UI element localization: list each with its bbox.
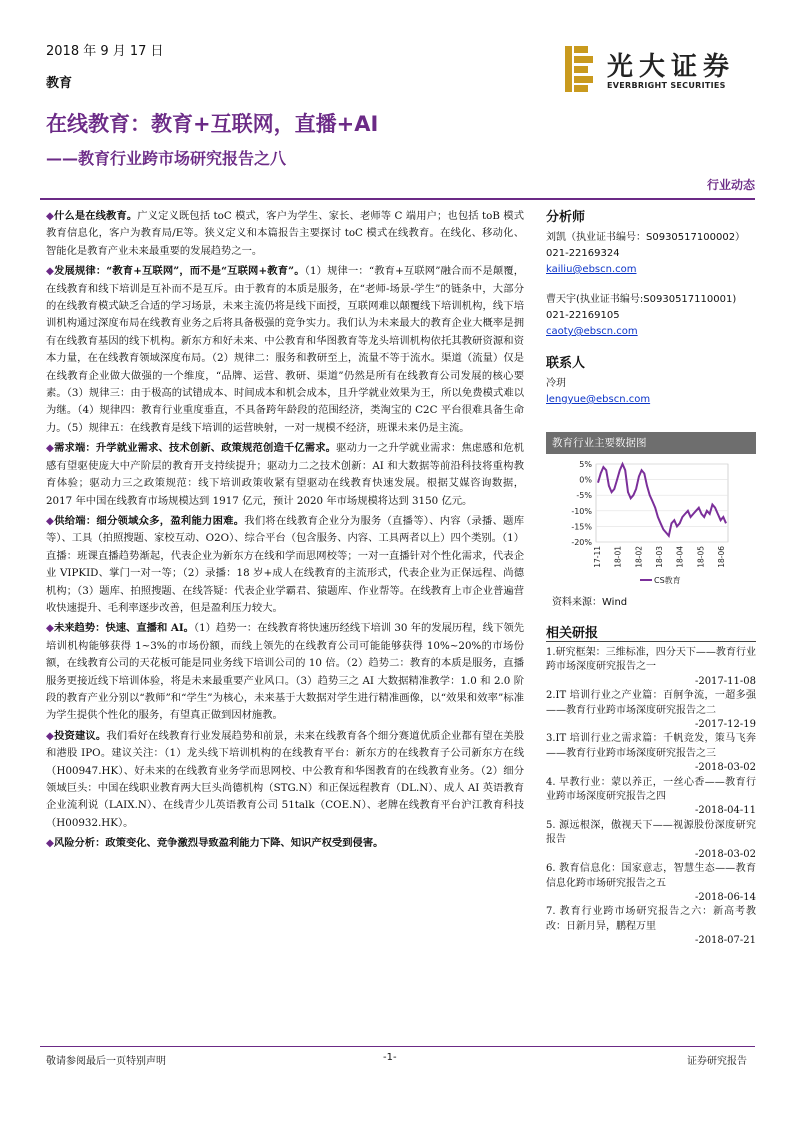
related-report-date: -2018-03-02 (694, 848, 756, 860)
paragraph-supply (46, 513, 524, 617)
chart-x-tick-label: 18-03 (655, 546, 664, 568)
analyst-name: 曹天宇(执业证书编号:S0930517110001) (546, 294, 737, 305)
analyst-phone: 021-22169105 (546, 310, 620, 321)
chart-x-tick-label: 18-06 (717, 546, 726, 568)
related-report-link[interactable]: 6. 教育信息化：国家意志，智慧生态——教育信息化跨市场研究报告之五 (546, 863, 756, 889)
chart-frame (596, 464, 728, 542)
related-report-link[interactable]: 5. 源远根深，傲视天下——视源股份深度研究报告 (546, 819, 756, 846)
related-report-link[interactable]: 4. 早教行业：蒙以养正，一丝心香——教育行业跨市场深度研究报告之四 (546, 776, 756, 803)
chart-x-tick-label: 18-02 (634, 546, 644, 568)
related-report-date: -2017-11-08 (694, 675, 756, 687)
paragraph-lead: 什么是在线教育。 (54, 210, 138, 222)
main-content (46, 208, 524, 856)
paragraph-lead: 需求端：升学就业需求、技术创新、政策规范创造千亿需求。 (54, 442, 337, 455)
related-report-date: -2018-04-11 (694, 805, 756, 817)
analyst-email-link[interactable]: caoty@ebscn.com (546, 326, 638, 337)
chart-y-tick-label: -20% (571, 538, 592, 547)
header-divider (40, 198, 755, 200)
chart-y-tick-label: 5% (579, 460, 592, 469)
related-divider (546, 641, 756, 642)
footer-report-type: 证券研究报告 (687, 1056, 747, 1067)
chart-x-tick-label: 18-01 (613, 546, 623, 568)
logo-chinese-name: 光大证券 (607, 52, 736, 82)
chart-series-line (598, 464, 726, 536)
related-report-date: -2018-06-14 (694, 891, 756, 903)
footer-disclaimer: 敬请参阅最后一页特别声明 (46, 1056, 166, 1067)
paragraph-lead: 未来趋势：快速、直播和 AI。 (53, 622, 194, 635)
chart-x-tick-label: 18-05 (696, 546, 706, 568)
paragraph-text: 我们看好在线教育行业发展趋势和前景，未来在线教育各个细分赛道优质企业都有望在美股和港股 IPO。建议关注：（1）龙头线下培训机构的在线教育平台：新东方的在线教育子公司新东方在线（H00947.HK）、好未来的在线教育业务学而思网校、中公教育和华图教育的在线教育业务。（2）细分领域巨头：中国在线职业教育两大巨头尚德机构（STG.N）和正保远程教育（DL.N）、成人 AI 英语教育企业流利说（LAIX.N）、在线青少儿英语教育公司 51talk（COE.N）、老牌在线教育平台沪江教育科技（H00932.HK）。 (46, 729, 525, 829)
paragraph-lead: 供给端：细分领域众多，盈利能力困难。 (54, 514, 245, 527)
paragraph-demand (46, 440, 524, 510)
paragraph-definition (46, 208, 524, 260)
chart-title: 教育行业主要数据图 (546, 432, 756, 454)
paragraph-text: （1）趋势一：在线教育将快速历经线下培训 30 年的发展历程，线下领先培训机构能够获得 1~3%的市场份额，而线上领先的在线教育公司可能能够获得 10%~20%的市场份额，在线教育公司的天花板可能是同业务线下培训公司的 10 倍。（2）趋势二：教育的本质是服务，直播服务更接近线下培训体验，将是未来最重要产业风口。（3）趋势三之 AI 大数据精准教学：1.0 和 2.0 阶段的教育产业分别以“教师”和“学生”为核心，未来基于大数据对学生进行精准画像，以“效果和效率”标准为学生提供个性化的服务，有望真正做到因材施教。 (46, 622, 524, 722)
paragraph-lead: 发展规律：“教育+互联网”，而不是“互联网+教育”。 (54, 265, 305, 278)
related-reports-heading: 相关研报 (546, 626, 599, 641)
chart-y-tick-label: 0% (579, 475, 592, 485)
paragraph-trends (46, 620, 524, 724)
chart-y-tick-label: -5% (576, 491, 592, 501)
report-subtitle: ——教育行业跨市场研究报告之八 (46, 149, 287, 168)
paragraph-risk (46, 835, 524, 852)
paragraph-text: （1）规律一：“教育+互联网”融合而不是颠覆，在线教育和线下培训是互补而不是互斥。由于教育的本质是服务，在“老师-场景-学生”的链条中，大部分的在线教育模式缺乏合适的学习场景，未来主流仍将是线下面授，互联网难以颠覆线下培训机构，线下培训机构通过深度布局在线教育业务之后将具备极强的竞争实力。我们认为未来最大的教育企业大概率是拥有在线教育基因的线下机构。新东方和好未来、中公教育和华图教育等龙头培训机构依托其教研资源和资本力量，在在线教育领域深度布局。（2）规律二：服务和教研至上，流量不等于流水。渠道（流量）仅是在线教育企业做大做强的一个维度，“品牌、运营、教研、渠道”仍然是所有在线教育公司发展的核心要素。（3）规律三：由于极高的试错成本、时间成本和机会成本，且升学就业效果为王，所以免费模式难以为继。（4）规律四：教育行业重度垂直，不具备跨年龄段的范围经济，类淘宝的 C2C 平台很难具备生命力。（5）规律五：在线教育是线下培训的运营映射，一对一规模不经济，班课未来仍是主流。 (46, 265, 524, 434)
analyst-phone: 021-22169324 (546, 248, 620, 259)
chart-y-tick-label: -15% (571, 522, 592, 532)
analyst-email-link[interactable]: kailiu@ebscn.com (546, 264, 637, 275)
analyst-panel (546, 208, 756, 408)
contact-email-link[interactable]: lengyue@ebscn.com (546, 394, 651, 405)
related-report-date: -2017-12-19 (694, 719, 756, 731)
paragraph-text: 我们将在线教育企业分为服务（直播等）、内容（录播、题库等）、工具（拍照搜题、家校互动、O2O）、综合平台（包含服务、内容、工具两者以上）四个类别。（1）直播：班课直播趋势渐起，代表企业为新东方在线和学而思网校等；一对一直播针对个性化需求，代表企业 VIPKID、掌门一对一等；（2）录播：18 岁+成人在线教育的主流形式，代表企业为正保远程、尚德机构；（3）题库、拍照搜题、在线答疑：代表企业学霸君、猿题库、作业帮等。在线教育上市企业普遍营收快速提升、毛利率逐步改善，但是盈利压力较大。 (46, 514, 524, 614)
everbright-logo (565, 46, 765, 96)
bullet-diamond-icon: ◆ (46, 265, 55, 278)
everbright-logo-mark-icon (565, 46, 595, 92)
chart-legend-label: CS教育 (654, 576, 681, 585)
chart-x-tick-label: 17-11 (593, 546, 602, 568)
paragraph-lead: 投资建议。 (54, 729, 107, 742)
related-report-link[interactable]: 7. 教育行业跨市场研究报告之六：新高考教改：日新月异，鹏程万里 (546, 906, 756, 932)
logo-english-name: EVERBRIGHT SECURITIES (607, 81, 726, 90)
paragraph-lead: 风险分析：政策变化、竞争激烈导致盈利能力下降、知识产权受到侵害。 (53, 837, 384, 850)
contact-name: 冷玥 (546, 378, 566, 389)
related-report-link[interactable]: 2.IT 培训行业之产业篇：百舸争流，一超多强——教育行业跨市场深度研究报告之二 (546, 690, 756, 716)
related-report-date: -2018-03-02 (694, 762, 756, 774)
report-type-tag: 行业动态 (706, 178, 755, 192)
analyst-heading: 分析师 (546, 210, 586, 225)
report-title: 在线教育：教育+互联网，直播+AI (46, 112, 379, 136)
chart-y-tick-label: -10% (571, 506, 592, 516)
bullet-diamond-icon: ◆ (46, 622, 54, 635)
bullet-diamond-icon: ◆ (46, 729, 55, 742)
page-number: -1- (383, 1052, 397, 1063)
chart-x-tick-label: 18-04 (675, 546, 685, 568)
bullet-diamond-icon: ◆ (46, 210, 55, 222)
paragraph-investment (46, 728, 524, 832)
analyst-name: 刘凯（执业证书编号：S0930517100002） (546, 232, 746, 243)
footer-divider (40, 1046, 755, 1047)
contact-heading: 联系人 (546, 356, 586, 371)
paragraph-rules (46, 263, 524, 437)
report-date: 2018 年 9 月 17 日 (46, 44, 164, 59)
related-report-link[interactable]: 3.IT 培训行业之需求篇：千帆竞发，策马飞奔——教育行业跨市场深度研究报告之三 (546, 733, 756, 759)
paragraph-text: 驱动力一之升学就业需求：焦虑感和危机感有望驱使庞大中产阶层的教育开支持续提升；驱动力二之技术创新：AI 和大数据等前沿科技将重构教育体验；驱动力三之政策规范：线下培训政策收紧有望驱动在线教育快速发展。根据艾媒咨询数据，2017 年中国在线教育市场规模达到 1917 亿元，预计 2020 年市场规模将达到 3150 亿元。 (46, 442, 525, 507)
sector-label: 教育 (46, 76, 73, 91)
bullet-diamond-icon: ◆ (46, 837, 54, 850)
chart-source: 资料来源：Wind (552, 597, 628, 608)
related-report-date: -2018-07-21 (694, 935, 756, 947)
related-reports-list (546, 646, 756, 949)
sector-chart (546, 432, 756, 612)
related-report-link[interactable]: 1.研究框架：三维标准，四分天下——教育行业跨市场深度研究报告之一 (546, 647, 756, 673)
bullet-diamond-icon: ◆ (46, 514, 55, 527)
chart-plot (546, 454, 756, 604)
bullet-diamond-icon: ◆ (46, 442, 55, 455)
paragraph-text: 广义定义既包括 toC 模式，客户为学生、家长、老师等 C 端用户；也包括 toB 模式教育信息化，客户为教育局/E等。狭义定义和本篇报告主要探讨 toC 模式在线教育。在线化、移动化、智能化是教育产业未来最重要的发展趋势之一。 (46, 210, 525, 257)
